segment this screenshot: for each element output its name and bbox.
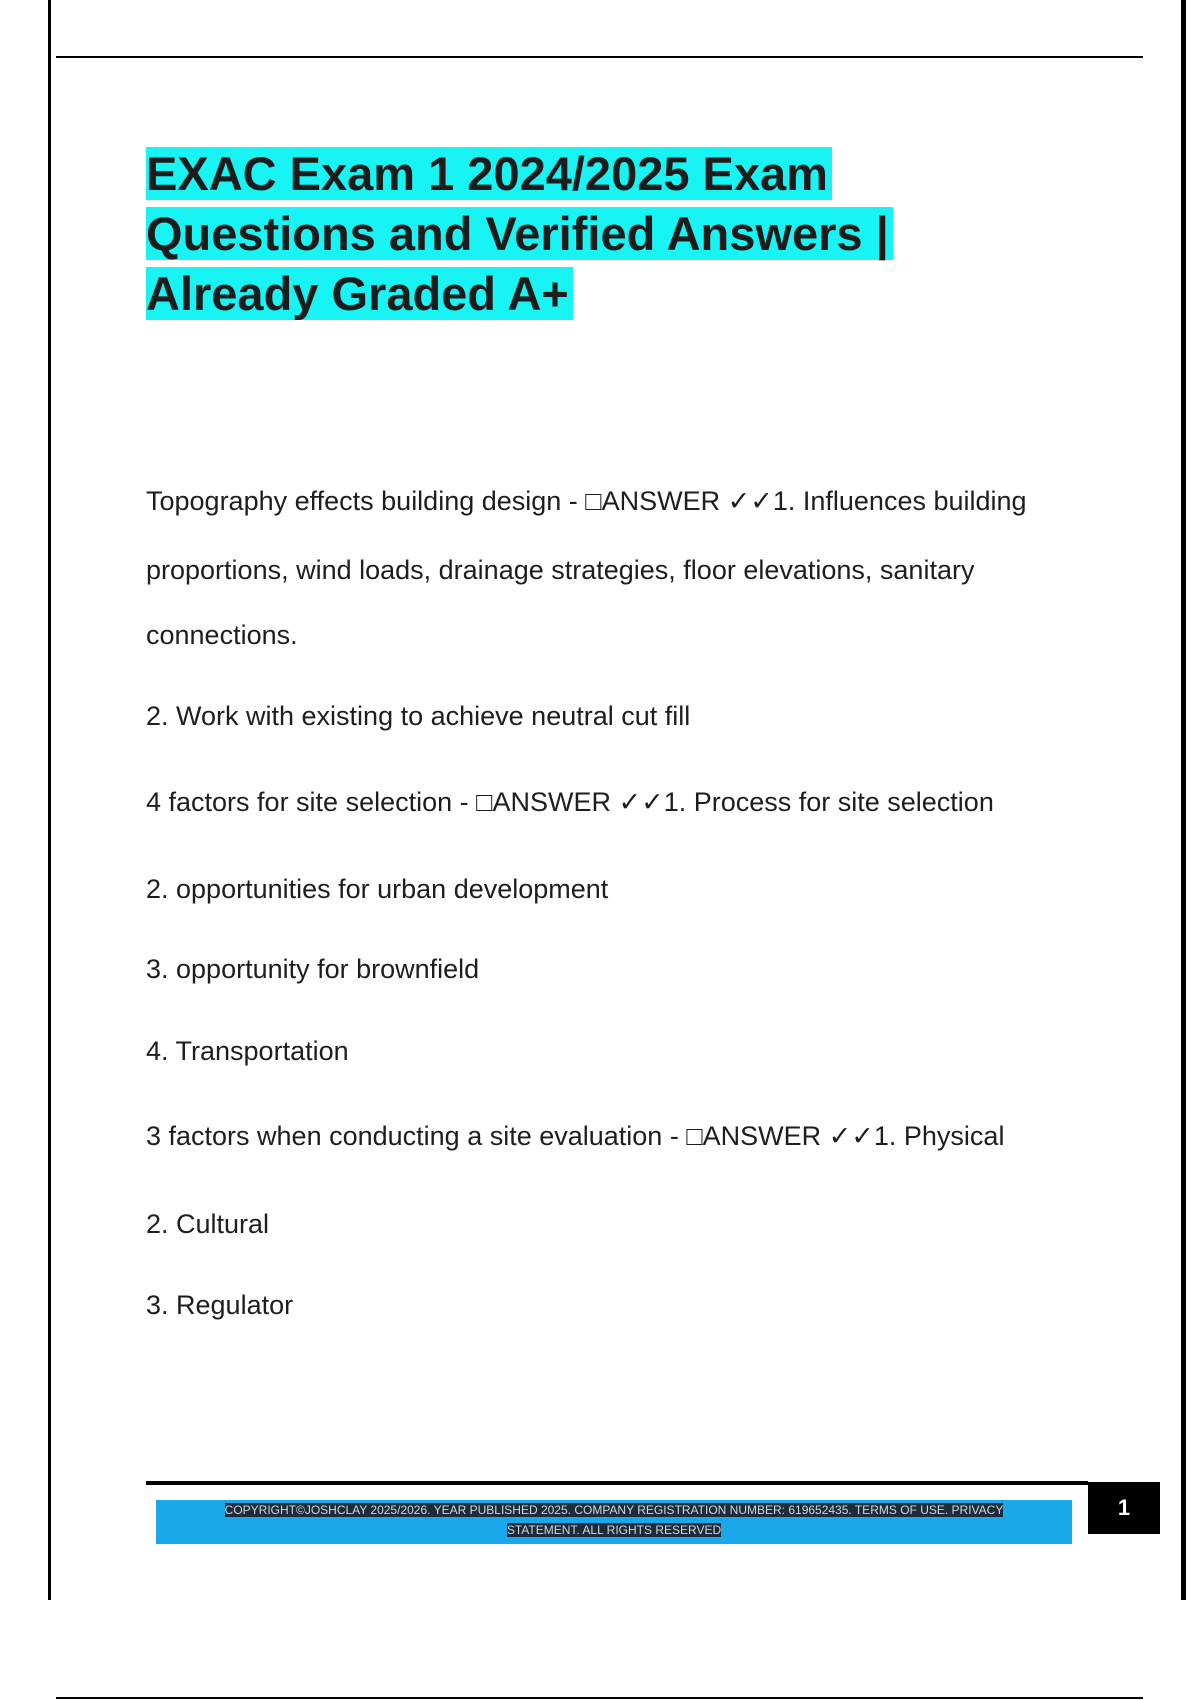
answer-line: 4. Transportation xyxy=(146,1036,349,1066)
document-title xyxy=(146,144,893,324)
answer-line: 2. Cultural xyxy=(146,1209,270,1239)
header-rule xyxy=(56,56,1143,58)
left-border xyxy=(48,0,51,1600)
title-line: Questions and Verified Answers | xyxy=(146,207,893,260)
copyright-line: COPYRIGHT©JOSHCLAY 2025/2026. YEAR PUBLISHED 2025. COMPANY REGISTRATION NUMBER: 619652435. TERMS OF USE. PRIVACY xyxy=(224,1503,1004,1517)
answer-line: 2. opportunities for urban development xyxy=(146,874,609,904)
question-topography: Topography effects building design - □ANSWER ✓✓1. Influences building xyxy=(146,486,1027,516)
title-line: Already Graded A+ xyxy=(146,267,573,320)
footer-rule xyxy=(146,1481,1088,1485)
right-border xyxy=(1181,0,1186,1600)
answer-line: 3. opportunity for brownfield xyxy=(146,954,480,984)
page-bottom-rule xyxy=(56,1697,1143,1699)
answer-line: connections. xyxy=(146,620,298,650)
answer-line: 3. Regulator xyxy=(146,1290,294,1320)
copyright-notice xyxy=(156,1500,1072,1540)
question-site-evaluation: 3 factors when conducting a site evaluation - □ANSWER ✓✓1. Physical xyxy=(146,1121,1005,1151)
answer-line: 2. Work with existing to achieve neutral cut fill xyxy=(146,701,691,731)
copyright-line: STATEMENT. ALL RIGHTS RESERVED xyxy=(506,1523,722,1537)
question-site-selection: 4 factors for site selection - □ANSWER ✓✓1. Process for site selection xyxy=(146,787,994,817)
title-line: EXAC Exam 1 2024/2025 Exam xyxy=(146,147,832,200)
answer-line: proportions, wind loads, drainage strategies, floor elevations, sanitary xyxy=(146,555,975,585)
page-number: 1 xyxy=(1088,1482,1160,1534)
